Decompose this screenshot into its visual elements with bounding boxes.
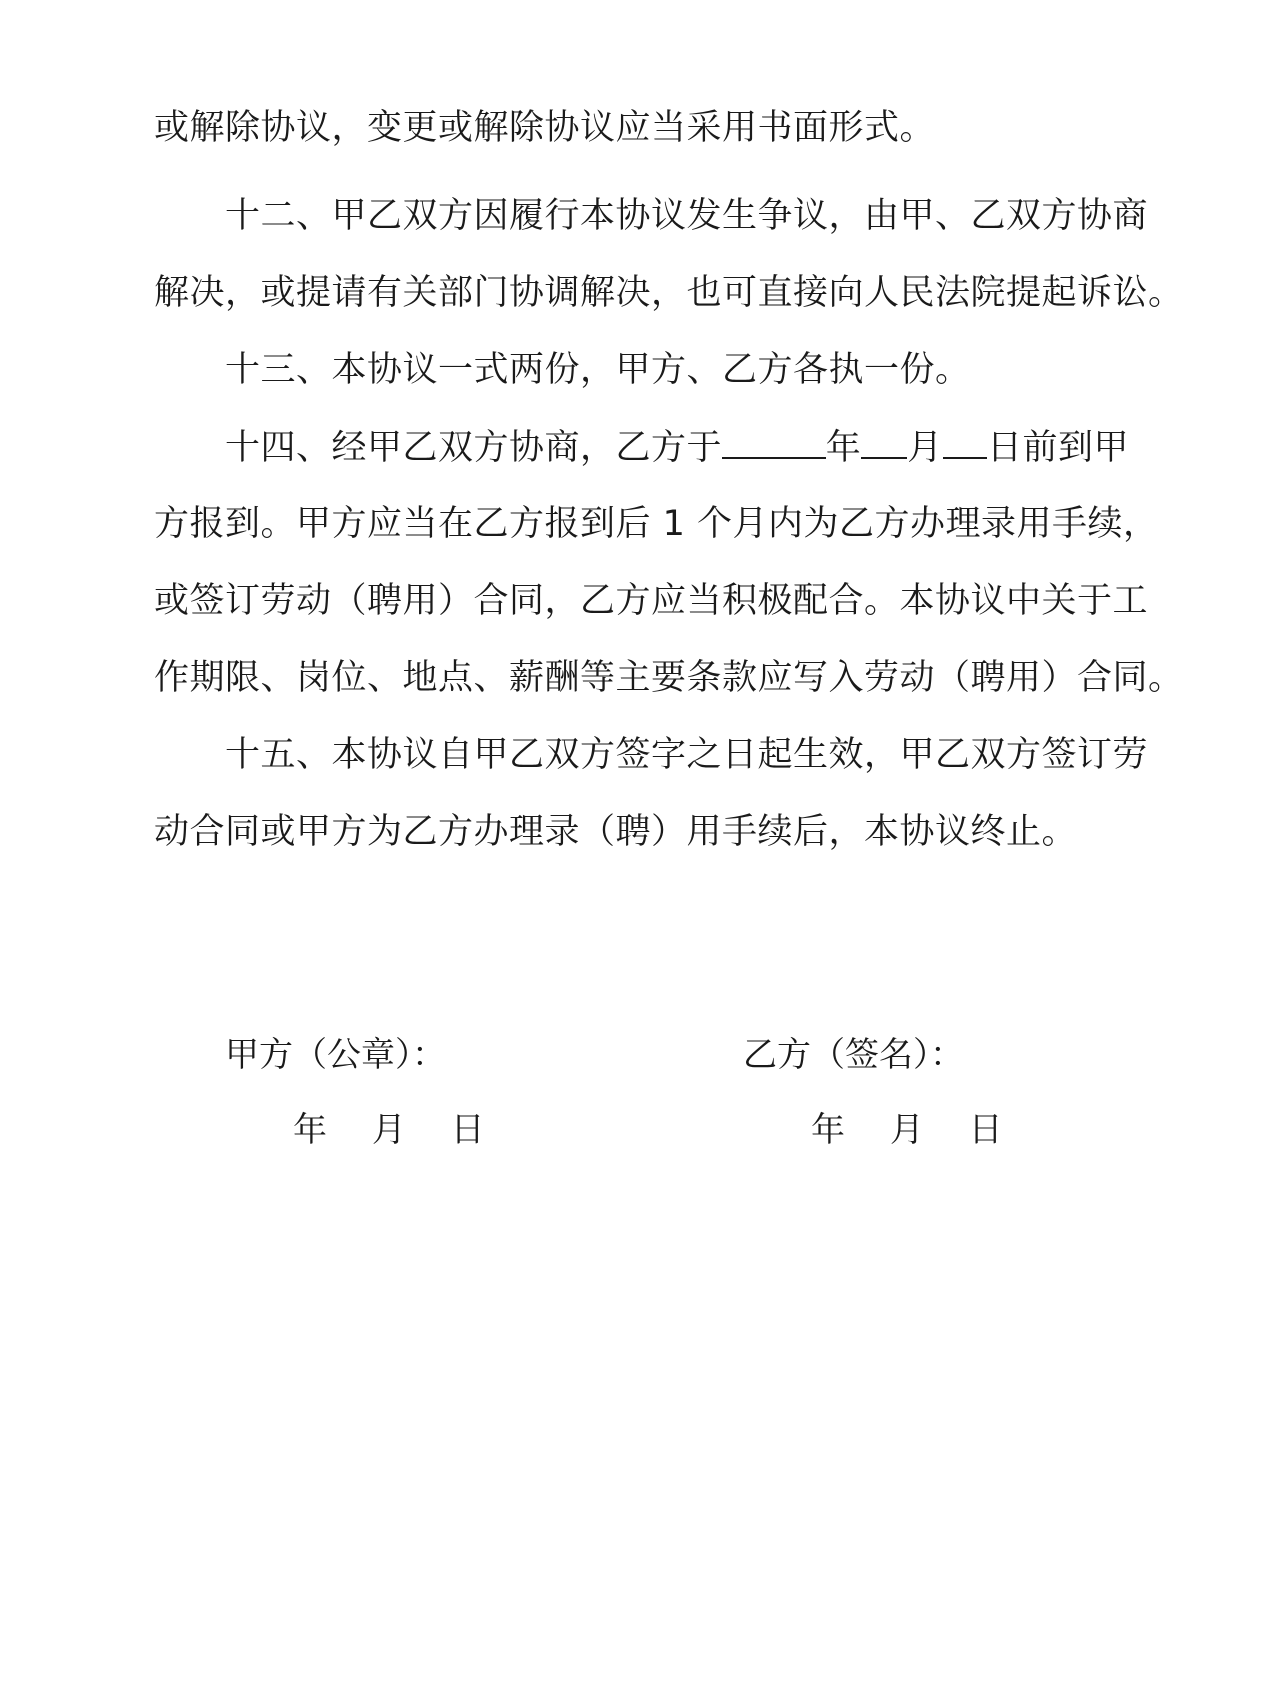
clause-14-line-2: 方报到。甲方应当在乙方报到后 1 个月内为乙方办理录用手续， (154, 504, 1159, 544)
party-b-signature-label: 乙方（签名）： (743, 1035, 964, 1075)
party-b-date-day: 日 (968, 1110, 1003, 1150)
clause-14-line-4: 作期限、岗位、地点、薪酬等主要条款应写入劳动（聘用）合同。 (154, 658, 1184, 698)
year-blank (722, 427, 826, 459)
clause-12-line-2: 解决，或提请有关部门协调解决，也可直接向人民法院提起诉讼。 (154, 273, 1184, 313)
clause-14-prefix: 十四、经甲乙双方协商，乙方于 (225, 428, 723, 468)
clause-13-line-1: 十三、本协议一式两份，甲方、乙方各执一份。 (225, 350, 971, 390)
party-a-date-day: 日 (450, 1110, 485, 1150)
clause-11-tail: 或解除协议，变更或解除协议应当采用书面形式。 (154, 108, 936, 148)
party-a-date-month: 月 (371, 1110, 406, 1150)
clause-15-line-1: 十五、本协议自甲乙双方签字之日起生效，甲乙双方签订劳 (225, 735, 1149, 775)
clause-14-line-1 (225, 427, 1129, 468)
party-a-date-year: 年 (293, 1110, 327, 1150)
party-b-date (811, 1110, 1003, 1150)
party-a-seal-label: 甲方（公章）： (225, 1035, 446, 1075)
clause-15-line-2: 动合同或甲方为乙方办理录（聘）用手续后，本协议终止。 (154, 812, 1078, 852)
party-a-date (293, 1110, 485, 1150)
clause-14-year-label: 年 (825, 428, 862, 468)
clause-14-line-3: 或签订劳动（聘用）合同，乙方应当积极配合。本协议中关于工 (154, 581, 1149, 621)
clause-12-line-1: 十二、甲乙双方因履行本协议发生争议，由甲、乙双方协商 (225, 196, 1149, 236)
clause-14-suffix: 日前到甲 (987, 428, 1130, 468)
clause-14-month-label: 月 (907, 428, 943, 468)
month-blank (861, 427, 907, 459)
party-b-date-year: 年 (811, 1110, 845, 1150)
party-b-date-month: 月 (889, 1110, 924, 1150)
day-blank (943, 427, 987, 459)
